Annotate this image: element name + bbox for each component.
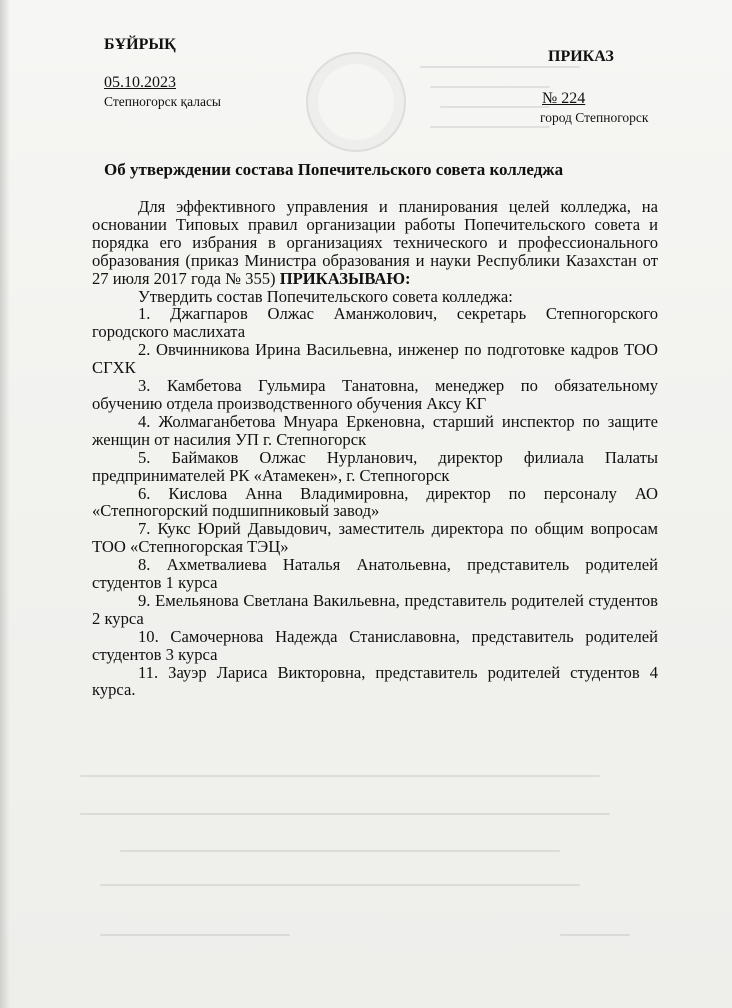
member-item-8: 8. Ахметвалиева Наталья Анатольевна, представитель родителей студентов 1 курса [92, 555, 658, 593]
bleed-through-line [430, 86, 550, 88]
member-item-6: 6. Кислова Анна Владимировна, директор по персоналу АО «Степногорский подшипниковый завод» [92, 483, 658, 521]
member-item-1: 1. Джагпаров Олжас Аманжолович, секретарь Степногорского городского маслихата [92, 304, 658, 342]
order-date: 05.10.2023 [104, 74, 176, 91]
faint-seal-stamp [306, 52, 406, 152]
member-item-2: 2. Овчинникова Ирина Васильевна, инженер по подготовке кадров ТОО СГХК [92, 340, 658, 378]
preamble-text: Для эффективного управления и планирования целей колледжа, на основании Типовых правил организации работы Попечительского совета и порядка его избрания в организациях технического и профессионального образования (приказ Министра образования и науки Республики Казахстан от 27 июля 2017 года № 355) [92, 197, 658, 288]
decree-word: ПРИКАЗЫВАЮ: [279, 268, 411, 288]
member-item-7: 7. Кукс Юрий Давыдович, заместитель директора по общим вопросам ТОО «Степногорская ТЭЦ» [92, 519, 658, 557]
member-item-10: 10. Самочернова Надежда Станиславовна, представитель родителей студентов 3 курса [92, 626, 658, 664]
right-city: город Степногорск [540, 110, 649, 125]
bleed-through-line [560, 934, 630, 936]
bleed-through-line [100, 884, 580, 886]
member-item-9: 9. Емельянова Светлана Вакильевна, представитель родителей студентов 2 курса [92, 590, 658, 628]
header-right-title: ПРИКАЗ [548, 48, 614, 65]
member-item-4: 4. Жолмаганбетова Мнуара Еркеновна, старший инспектор по защите женщин от насилия УП г. Степногорск [92, 411, 658, 449]
bleed-through-line [80, 775, 600, 777]
approve-line: Утвердить состав Попечительского совета колледжа: [138, 286, 513, 306]
member-item-11: 11. Зауэр Лариса Викторовна, представитель родителей студентов 4 курса. [92, 662, 658, 700]
header-left-title: БҰЙРЫҚ [104, 36, 176, 53]
bleed-through-line [440, 106, 550, 108]
bleed-through-line [120, 850, 560, 852]
left-city: Степногорск қаласы [104, 94, 222, 109]
document-body [92, 198, 658, 699]
preamble-paragraph [92, 198, 658, 288]
order-number: № 224 [542, 90, 586, 107]
scan-edge-shadow [0, 0, 10, 1008]
bleed-through-line [430, 126, 550, 128]
member-item-5: 5. Баймаков Олжас Нурланович, директор филиала Палаты предпринимателей РК «Атамекен», г. Степногорск [92, 447, 658, 485]
bleed-through-line [80, 813, 610, 815]
bleed-through-line [420, 66, 580, 68]
member-item-3: 3. Камбетова Гульмира Танатовна, менеджер по обязательному обучению отдела производственного обучения Аксу КГ [92, 376, 658, 413]
bleed-through-line [100, 934, 290, 936]
document-title: Об утверждении состава Попечительского совета колледжа [104, 160, 564, 179]
